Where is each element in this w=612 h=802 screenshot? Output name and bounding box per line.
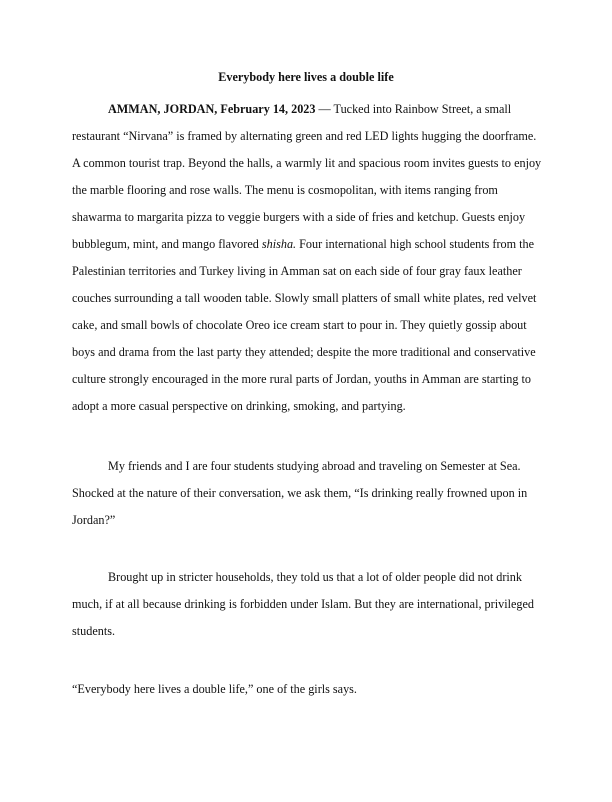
paragraph-1-line-6 (72, 237, 534, 251)
paragraph-1-line-12: adopt a more casual perspective on drinking, smoking, and partying. (72, 399, 406, 413)
paragraph-3-line-2: much, if at all because drinking is forbidden under Islam. But they are international, privileged (72, 597, 534, 611)
paragraph-1-line-3: A common tourist trap. Beyond the halls, a warmly lit and spacious room invites guests to enjoy (72, 156, 542, 170)
paragraph-1-line-6-pre: bubblegum, mint, and mango flavored (72, 237, 262, 251)
paragraph-2-line-2: Shocked at the nature of their conversation, we ask them, “Is drinking really frowned upon in (72, 486, 528, 500)
paragraph-3-line-3: students. (72, 624, 115, 638)
paragraph-1-line-4: the marble flooring and rose walls. The menu is cosmopolitan, with items ranging from (72, 183, 498, 197)
paragraph-2-line-3: Jordan?” (72, 513, 116, 527)
paragraph-1-line-9: cake, and small bowls of chocolate Oreo ice cream start to pour in. They quietly gossip about (72, 318, 527, 332)
paragraph-2-line-1: My friends and I are four students studying abroad and traveling on Semester at Sea. (108, 459, 521, 473)
paragraph-3-line-1: Brought up in stricter households, they told us that a lot of older people did not drink (108, 570, 522, 584)
shisha-emphasis: shisha. (261, 237, 297, 251)
paragraph-1-line-7: Palestinian territories and Turkey living in Amman sat on each side of four gray faux leather (72, 264, 522, 278)
paragraph-1-line-11: culture strongly encouraged in the more rural parts of Jordan, youths in Amman are starting to (72, 372, 531, 386)
paragraph-1-line-1-text: — Tucked into Rainbow Street, a small (315, 102, 512, 116)
article-title: Everybody here lives a double life (218, 70, 394, 84)
dateline: AMMAN, JORDAN, February 14, 2023 (108, 102, 316, 116)
paragraph-4-line-1: “Everybody here lives a double life,” one of the girls says. (72, 682, 357, 696)
paragraph-1-line-5: shawarma to margarita pizza to veggie burgers with a side of fries and ketchup. Guests enjoy (72, 210, 526, 224)
paragraph-1-line-6-post: Four international high school students from the (296, 237, 535, 251)
paragraph-1-line-2: restaurant “Nirvana” is framed by alternating green and red LED lights hugging the doorframe. (72, 129, 537, 143)
paragraph-1-line-1 (108, 102, 511, 116)
paragraph-1-line-10: boys and drama from the last party they attended; despite the more traditional and conservative (72, 345, 536, 359)
paragraph-1-line-8: couches surrounding a tall wooden table. Slowly small platters of small white plates, red velvet (72, 291, 537, 305)
